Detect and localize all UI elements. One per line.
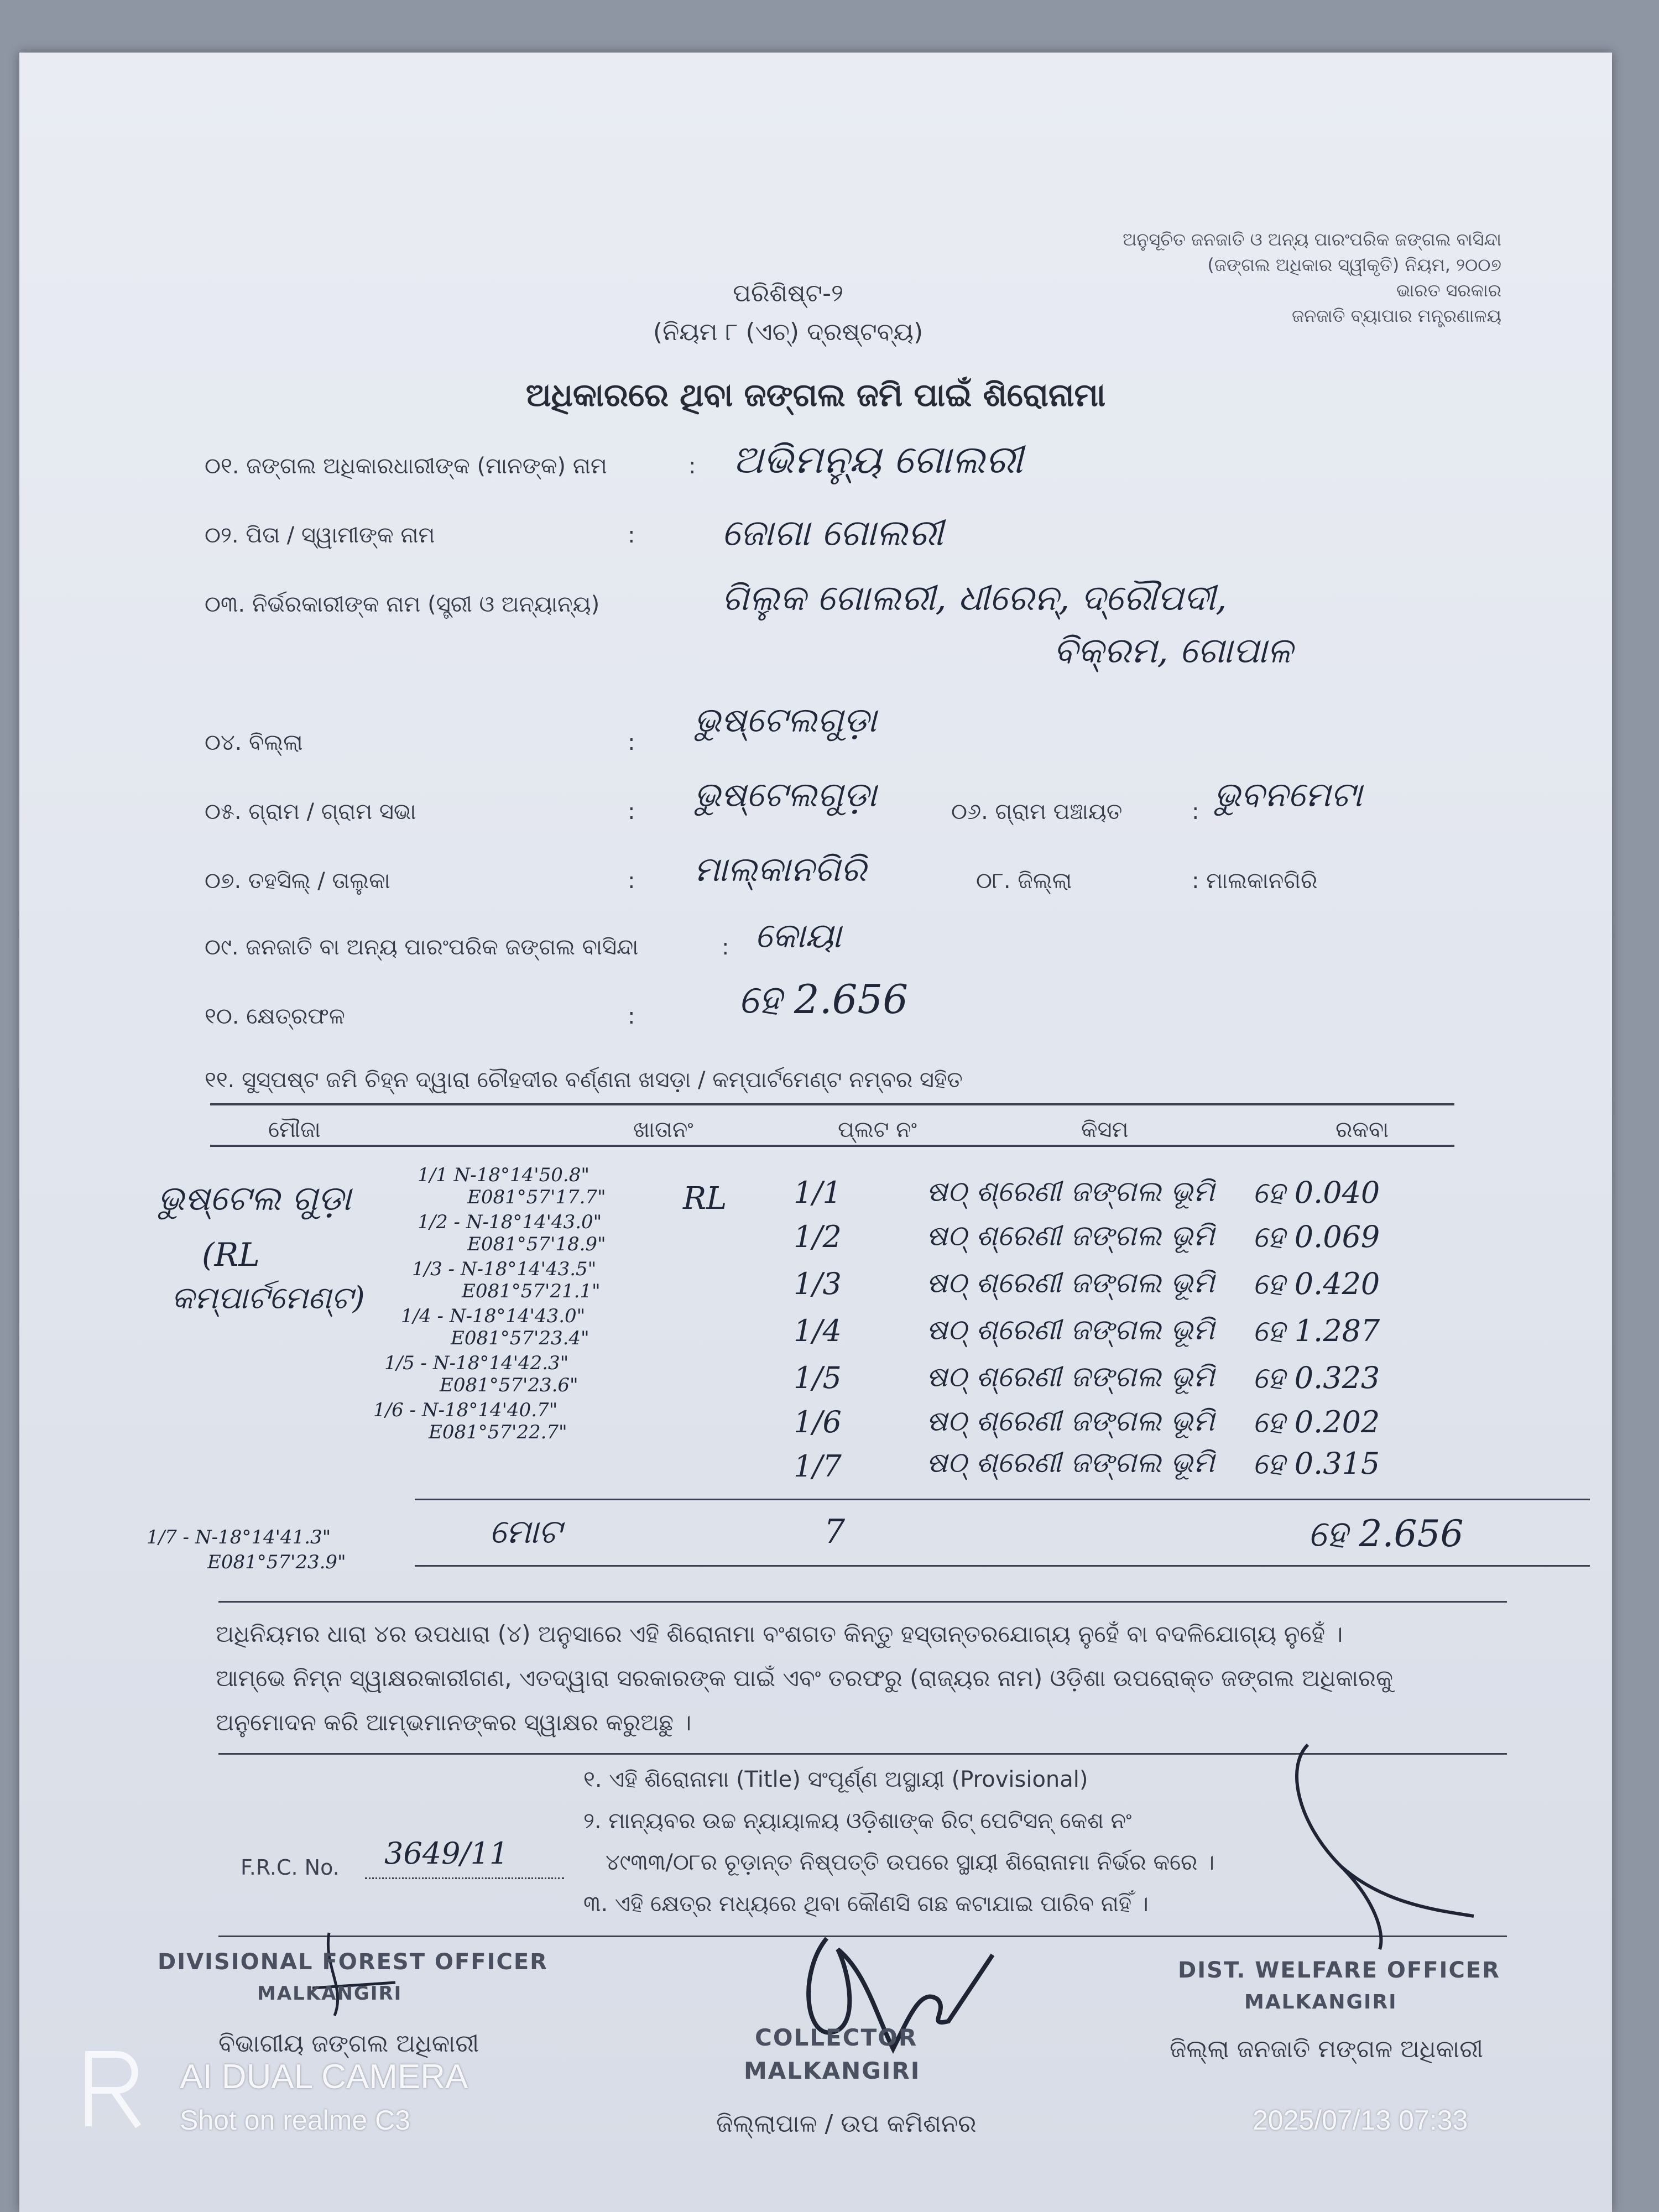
total-area: ହେ 2.656 [1308, 1512, 1464, 1555]
row-coord-e: E081°57'23.9" [207, 1551, 346, 1573]
row-plot: 1/3 [794, 1266, 842, 1301]
total-count: 7 [824, 1512, 846, 1551]
government-line: ଭାରତ ସରକାର [1396, 280, 1501, 301]
document-page [19, 53, 1612, 2212]
section-11-label: ୧୧. ସୁସ୍ପଷ୍ଟ ଜମି ଚିହ୍ନ ଦ୍ୱାରା ଚୌହଦୀର ବର୍ଣ୍ଣନା ଖସଡ଼ା / କମ୍ପାର୍ଟମେଣ୍ଟ ନମ୍ବର ସହିତ [205, 1067, 963, 1093]
row-plot: 1/4 [794, 1313, 842, 1348]
colon: : [628, 523, 635, 548]
table-top-rule [210, 1103, 1454, 1105]
row-coord-e: E081°57'21.1" [462, 1280, 601, 1302]
row-area: ହେ 0.323 [1253, 1360, 1380, 1395]
row-kisam: ଷଠ୍‌ ଶ୍ରେଣୀ ଜଙ୍ଗଲ ଭୂମି [926, 1405, 1215, 1438]
row-plot: 1/5 [794, 1360, 842, 1395]
row-coord-n: 1/3 - N-18°14'43.5" [412, 1258, 597, 1280]
annex-label: ପରିଶିଷ୍ଟ-୨ [733, 279, 843, 307]
field-panchayat-label: ୦୬. ଗ୍ରାମ ପଞ୍ଚାୟତ [951, 799, 1123, 825]
dwo-stamp-line1: DIST. WELFARE OFFICER [1178, 1958, 1500, 1983]
frc-dotted-line [365, 1877, 564, 1879]
row-kisam: ଷଠ୍‌ ଶ୍ରେଣୀ ଜଙ୍ଗଲ ଭୂମି [926, 1313, 1215, 1347]
colon: : [1192, 799, 1199, 825]
row-area: ହେ 0.069 [1253, 1219, 1380, 1254]
row-coord-e: E081°57'22.7" [429, 1421, 567, 1443]
note-3: ୩. ଏହି କ୍ଷେତ୍ର ମଧ୍ୟରେ ଥିବା କୌଣସି ଗଛ କଟାଯାଇ ପାରିବ ନାହିଁ । [583, 1891, 1149, 1917]
table-header-rule [210, 1145, 1454, 1147]
collector-title-odia: ଜିଲ୍ଲାପାଳ / ଉପ କମିଶନର [716, 2110, 977, 2138]
field-holder-name-value: ଅଭିମନ୍ୟୁ ଗୋଲରୀ [733, 437, 1023, 482]
field-area-value: ହେ 2.656 [738, 976, 909, 1022]
mouza-value: ଭୁଷ୍ଟେଲ ଗୁଡ଼ା [158, 1178, 351, 1218]
row-kisam: ଷଠ୍‌ ଶ୍ରେଣୀ ଜଙ୍ଗଲ ଭୂମି [926, 1175, 1215, 1208]
row-coord-n: 1/2 - N-18°14'43.0" [418, 1211, 602, 1233]
row-area: ହେ 0.040 [1253, 1175, 1380, 1210]
field-area-label: ୧୦. କ୍ଷେତ୍ରଫଳ [205, 1004, 345, 1029]
dfo-stamp-line2: MALKANGIRI [257, 1983, 403, 2005]
dfo-signature [296, 1922, 418, 2032]
row-coord-n: 1/6 - N-18°14'40.7" [373, 1399, 558, 1421]
table-bottom-rule [415, 1565, 1590, 1567]
field-dependents-value: ଗିଲୁକ ଗୋଲରୀ, ଧୀରେନ୍, ଦ୍ରୌପଦୀ, [722, 578, 1227, 619]
colon: : [722, 935, 729, 960]
field-dependents-label: ୦୩. ନିର୍ଭରକାରୀଙ୍କ ନାମ (ସ୍ତ୍ରୀ ଓ ଅନ୍ୟାନ୍ୟ) [205, 592, 600, 617]
field-panchayat-value: ଭୁବନମେଟା [1214, 774, 1363, 815]
dwo-signature [1275, 1723, 1485, 1955]
row-plot: 1/2 [794, 1219, 842, 1254]
frc-number: 3649/11 [384, 1836, 509, 1871]
collector-stamp-line1: COLLECTOR [755, 2024, 918, 2051]
row-coord-n: 1/7 - N-18°14'41.3" [147, 1526, 331, 1548]
page-title: ଅଧିକାରରେ ଥିବା ଜଙ୍ଗଲ ଜମି ପାଇଁ ଶିରୋନାମା [525, 376, 1106, 414]
field-village-label: ୦୫. ଗ୍ରାମ / ଗ୍ରାମ ସଭା [205, 799, 416, 825]
row-coord-n: 1/4 - N-18°14'43.0" [401, 1305, 586, 1327]
ministry-header [1123, 227, 1501, 328]
field-zilla-label: ୦୮. ଜିଲ୍ଲା [976, 868, 1072, 894]
field-father-name-value: ଜୋଗା ଗୋଲରୀ [722, 512, 944, 554]
camera-watermark: AI DUAL CAMERA [180, 2058, 468, 2096]
total-label: ମୋଟ [489, 1512, 562, 1551]
field-tribe-label: ୦୯. ଜନଜାତି ବା ଅନ୍ୟ ପାରଂପରିକ ଜଙ୍ଗଲ ବାସିନ୍ଦା [205, 935, 639, 960]
row-kisam: ଷଠ୍‌ ଶ୍ରେଣୀ ଜଙ୍ଗଲ ଭୂମି [926, 1360, 1215, 1394]
collector-stamp-line2: MALKANGIRI [744, 2057, 921, 2084]
col-header-mouza: ମୌଜା [268, 1117, 321, 1142]
row-kisam: ଷଠ୍‌ ଶ୍ରେଣୀ ଜଙ୍ଗଲ ଭୂମି [926, 1266, 1215, 1300]
row-coord-n: 1/5 - N-18°14'42.3" [384, 1352, 569, 1374]
row-area: ହେ 0.420 [1253, 1266, 1380, 1301]
dfo-stamp-line1: DIVISIONAL FOREST OFFICER [158, 1949, 548, 1975]
row-area: ହେ 1.287 [1253, 1313, 1380, 1348]
col-header-kisam: କିସମ [1081, 1117, 1129, 1142]
timestamp-watermark: 2025/07/13 07:33 [1253, 2105, 1468, 2136]
colon: : [628, 868, 635, 894]
field-tribe-value: କୋୟା [755, 915, 842, 956]
act-name-line2: (ଜଙ୍ଗଲ ଅଧିକାର ସ୍ୱୀକୃତି) ନିୟମ, ୨୦୦୭ [1207, 254, 1501, 275]
row-area: ହେ 0.202 [1253, 1405, 1380, 1439]
colon: : [628, 730, 635, 755]
col-header-area: ରକବା [1335, 1117, 1389, 1142]
field-dependents-value-line2: ବିକ୍ରମ, ଗୋପାଳ [1053, 630, 1293, 671]
row-area: ହେ 0.315 [1253, 1446, 1380, 1481]
note-1: ୧. ଏହି ଶିରୋନାମା (Title) ସଂପୂର୍ଣ୍ଣ ଅସ୍ଥାୟୀ (Provisional) [583, 1767, 1088, 1792]
colon: : [628, 799, 635, 825]
realme-logo-icon [80, 2046, 147, 2129]
rule-reference: (ନିୟମ ୮ (ଏଚ୍) ଦ୍ରଷ୍ଟବ୍ୟ) [653, 318, 924, 346]
field-district-value: ଭୁଷ୍ଟେଲଗୁଡ଼ା [694, 700, 877, 740]
khata-value: RL [683, 1181, 727, 1217]
declaration-line1: ଅଧିନିୟମର ଧାରା ୪ର ଉପଧାରା (୪) ଅନୁସାରେ ଏହି ଶିରୋନାମା ବଂଶଗତ କିନ୍ତୁ ହସ୍ତାନ୍ତରଯୋଗ୍ୟ ନୁହେଁ ବା ବଦଳିଯୋଗ୍ୟ ନୁହେଁ । [216, 1620, 1343, 1647]
field-father-name-label: ୦୨. ପିତା / ସ୍ୱାମୀଙ୍କ ନାମ [205, 523, 435, 548]
dwo-title-odia: ଜିଲ୍ଲା ଜନଜାତି ମଙ୍ଗଳ ଅଧିକାରୀ [1170, 2035, 1484, 2063]
field-tehsil-value: ମାଲ୍କାନଗିରି [694, 849, 867, 889]
frc-label: F.R.C. No. [241, 1855, 340, 1880]
shot-on-watermark: Shot on realme C3 [180, 2105, 410, 2136]
ministry-line: ଜନଜାତି ବ୍ୟାପାର ମନ୍ତ୍ରଣାଳୟ [1292, 305, 1501, 326]
colon: : [688, 453, 696, 479]
row-plot: 1/6 [794, 1405, 842, 1439]
declaration-top-rule [218, 1601, 1507, 1603]
act-name-line1: ଅନୁସୂଚିତ ଜନଜାତି ଓ ଅନ୍ୟ ପାରଂପରିକ ଜଙ୍ଗଲ ବାସିନ୍ଦା [1123, 229, 1501, 250]
row-plot: 1/1 [794, 1175, 842, 1210]
mouza-value-line2: (RL [202, 1236, 260, 1274]
dfo-title-odia: ବିଭାଗୀୟ ଜଙ୍ଗଲ ଅଧିକାରୀ [218, 2030, 479, 2058]
col-header-khata: ଖାତାନଂ [633, 1117, 693, 1142]
table-total-top-rule [415, 1499, 1590, 1500]
declaration-line2: ଆମ୍ଭେ ନିମ୍ନ ସ୍ୱାକ୍ଷରକାରୀଗଣ, ଏତଦ୍ୱାରା ସରକାରଙ୍କ ପାଇଁ ଏବଂ ତରଫରୁ (ରାଜ୍ୟର ନାମ) ଓଡ଼ିଶା ଉପରୋକ୍ତ ଜଙ୍ଗଲ ଅଧିକାରକୁ [216, 1665, 1394, 1692]
row-coord-e: E081°57'17.7" [467, 1186, 606, 1208]
row-kisam: ଷଠ୍‌ ଶ୍ରେଣୀ ଜଙ୍ଗଲ ଭୂମି [926, 1446, 1215, 1479]
row-coord-e: E081°57'23.6" [440, 1374, 578, 1396]
note-2a: ୨. ମାନ୍ୟବର ଉଚ୍ଚ ନ୍ୟାୟାଳୟ ଓଡ଼ିଶାଙ୍କ ରିଟ୍ ପେଟିସନ୍ କେଶ ନଂ [583, 1808, 1132, 1834]
row-coord-n: 1/1 N-18°14'50.8" [418, 1164, 589, 1186]
field-village-value: ଭୁଷ୍ଟେଲଗୁଡ଼ା [694, 774, 877, 815]
row-coord-e: E081°57'18.9" [467, 1233, 606, 1255]
mouza-value-line3: କମ୍ପାର୍ଟମେଣ୍ଟ) [171, 1280, 365, 1316]
field-holder-name-label: ୦୧. ଜଙ୍ଗଲ ଅଧିକାରଧାରୀଙ୍କ (ମାନଙ୍କ) ନାମ [205, 453, 607, 479]
declaration-line3: ଅନୁମୋଦନ କରି ଆମ୍ଭମାନଙ୍କର ସ୍ୱାକ୍ଷର କରୁଅଛୁ । [216, 1709, 692, 1736]
row-plot: 1/7 [794, 1449, 842, 1484]
note-2b: ୪୯୩୩/୦୮ର ଚୂଡ଼ାନ୍ତ ନିଷ୍ପତ୍ତି ଉପରେ ସ୍ଥାୟୀ ଶିରୋନାମା ନିର୍ଭର କରେ । [606, 1850, 1215, 1875]
row-kisam: ଷଠ୍‌ ଶ୍ରେଣୀ ଜଙ୍ଗଲ ଭୂମି [926, 1219, 1215, 1253]
field-zilla-value: : ମାଲକାନଗିରି [1192, 868, 1318, 894]
dwo-stamp-line2: MALKANGIRI [1244, 1991, 1397, 2013]
colon: : [628, 1004, 635, 1029]
field-tehsil-label: ୦୭. ତହସିଲ୍ / ତାଲୁକା [205, 868, 390, 894]
row-coord-e: E081°57'23.4" [451, 1327, 589, 1349]
field-district-label: ୦୪. ବିଲ୍ଲା [205, 730, 303, 755]
col-header-plot: ପ୍ଲଟ ନଂ [838, 1117, 917, 1142]
